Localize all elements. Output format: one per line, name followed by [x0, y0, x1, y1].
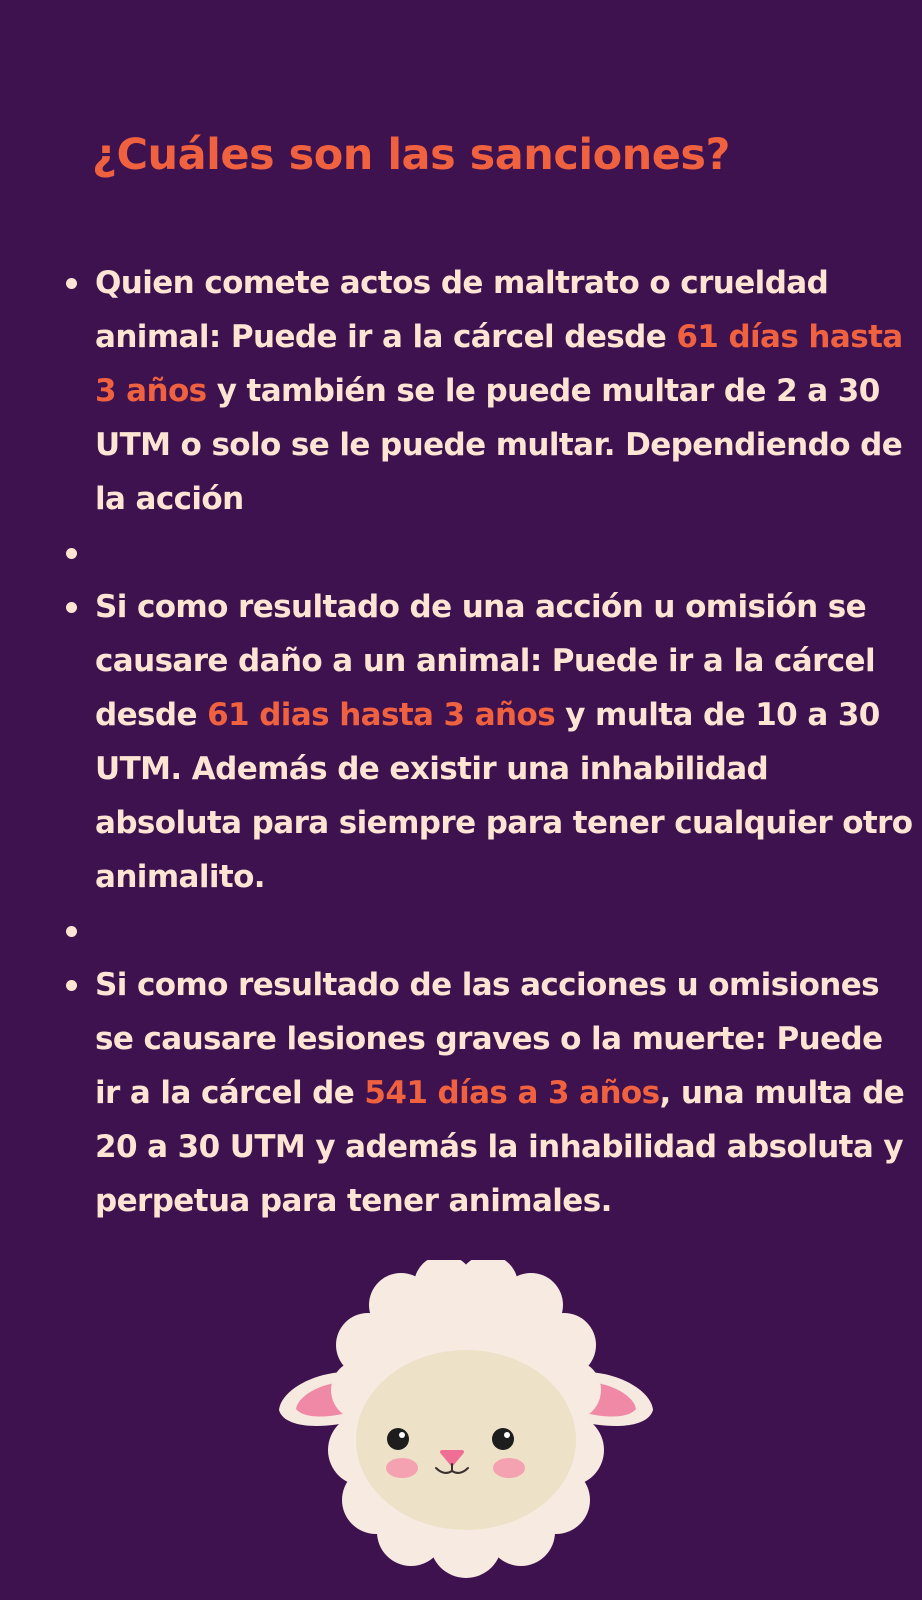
sanctions-list — [0, 256, 922, 1228]
sanction-text: y también se le puede multar de 2 a 30 UTM o solo se le puede multar. Dependiendo de la acción — [95, 373, 903, 517]
sheep-icon — [276, 1260, 656, 1600]
bullet-dot-icon — [66, 980, 77, 991]
bullet-dot-icon — [66, 926, 77, 937]
empty-list-item — [0, 904, 922, 958]
sanction-text: y multa de 10 a 30 UTM. Además de existir una inhabilidad absoluta para siempre para tener cualquier otro animalito. — [95, 697, 913, 895]
bullet-dot-icon — [66, 548, 77, 559]
sanction-item-dano — [0, 580, 922, 904]
sanction-penalty-highlight: 61 días hasta 3 años — [95, 319, 903, 409]
page-title: ¿Cuáles son las sanciones? — [92, 130, 730, 180]
bullet-dot-icon — [66, 602, 77, 613]
sanction-text: Si como resultado de las acciones u omisiones se causare lesiones graves o la muerte: Puede ir a la cárcel de — [95, 967, 883, 1111]
sanction-text: , una multa de 20 a 30 UTM y además la inhabilidad absoluta y perpetua para tener animales. — [95, 1075, 905, 1219]
bullet-dot-icon — [66, 278, 77, 289]
sanction-text: Quien comete actos de maltrato o crueldad animal: Puede ir a la cárcel desde — [95, 265, 829, 355]
sanction-penalty-highlight: 61 dias hasta 3 años — [207, 697, 556, 733]
sanction-item-maltrato — [0, 256, 922, 526]
sanction-text: Si como resultado de una acción u omisión se causare daño a un animal: Puede ir a la cárcel desde — [95, 589, 875, 733]
empty-list-item — [0, 526, 922, 580]
sanction-item-lesiones — [0, 958, 922, 1228]
sanction-penalty-highlight: 541 días a 3 años — [364, 1075, 660, 1111]
